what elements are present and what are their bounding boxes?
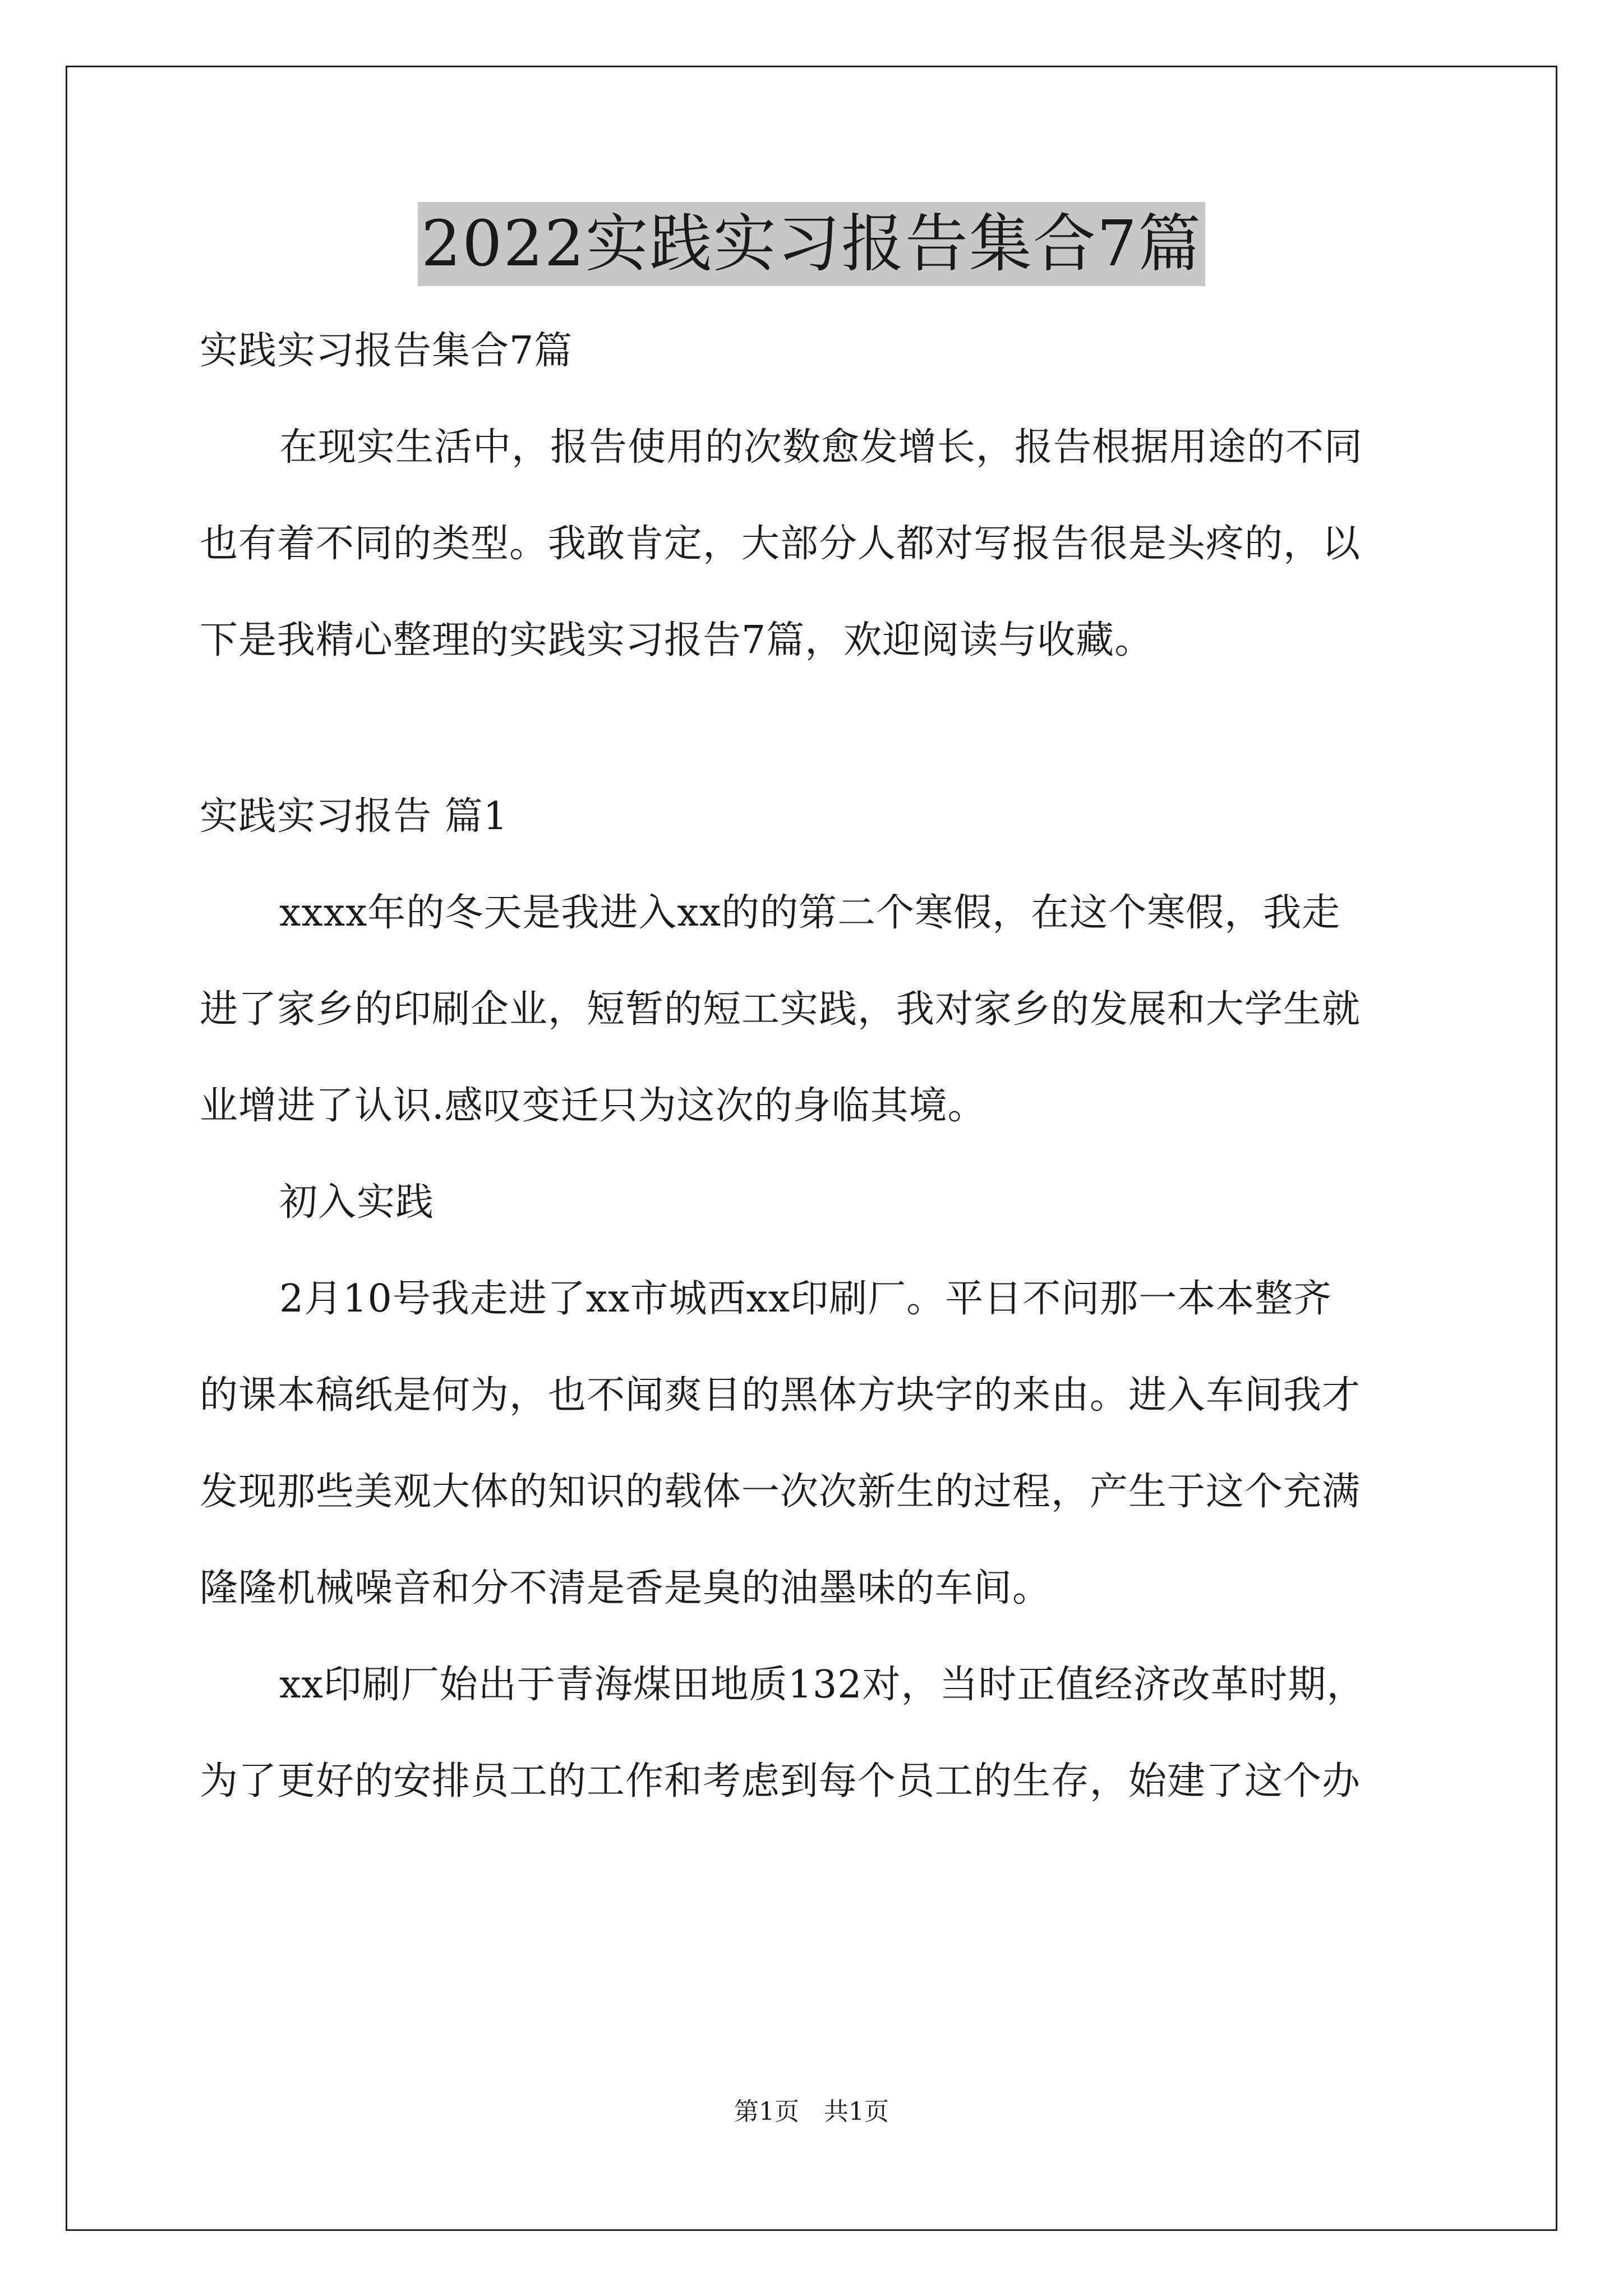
intro-paragraph-line: 在现实生活中，报告使用的次数愈发增长，报告根据用途的不同	[279, 425, 1363, 470]
paragraph-line: 隆隆机械噪音和分不清是香是臭的油墨味的车间。	[200, 1566, 1052, 1611]
paragraph-line: 业增进了认识.感叹变迁只为这次的身临其境。	[200, 1084, 986, 1128]
document-body	[200, 303, 1433, 1830]
paragraph-line: 发现那些美观大体的知识的载体一次次新生的过程，产生于这个充满	[200, 1470, 1361, 1514]
intro-paragraph-line: 也有着不同的类型。我敢肯定，大部分人都对写报告很是头疼的，以	[200, 522, 1361, 566]
paragraph-line: 2月10号我走进了xx市城西xx印刷厂。平日不问那一本本整齐	[279, 1277, 1332, 1321]
paragraph-line: 的课本稿纸是何为，也不闻爽目的黑体方块字的来由。进入车间我才	[200, 1373, 1361, 1418]
paragraph-line: 进了家乡的印刷企业，短暂的短工实践，我对家乡的发展和大学生就	[200, 987, 1361, 1032]
page-footer: 第1页 共1页	[734, 2097, 889, 2126]
document-title: 2022实践实习报告集合7篇	[418, 202, 1205, 286]
section-gap	[200, 689, 1433, 769]
subheading-line: 初入实践	[279, 1180, 435, 1225]
paragraph-line: xxxx年的冬天是我进入xx的的第二个寒假，在这个寒假，我走	[279, 891, 1341, 935]
paragraph-line: 为了更好的安排员工的工作和考虑到每个员工的生存，始建了这个办	[200, 1759, 1361, 1803]
title-container	[0, 202, 1623, 286]
section-heading: 实践实习报告 篇1	[200, 794, 508, 839]
subtitle-line: 实践实习报告集合7篇	[200, 329, 573, 373]
intro-paragraph-line: 下是我精心整理的实践实习报告7篇，欢迎阅读与收藏。	[200, 618, 1154, 662]
paragraph-line: xx印刷厂始出于青海煤田地质132对，当时正值经济改革时期，	[279, 1663, 1366, 1707]
